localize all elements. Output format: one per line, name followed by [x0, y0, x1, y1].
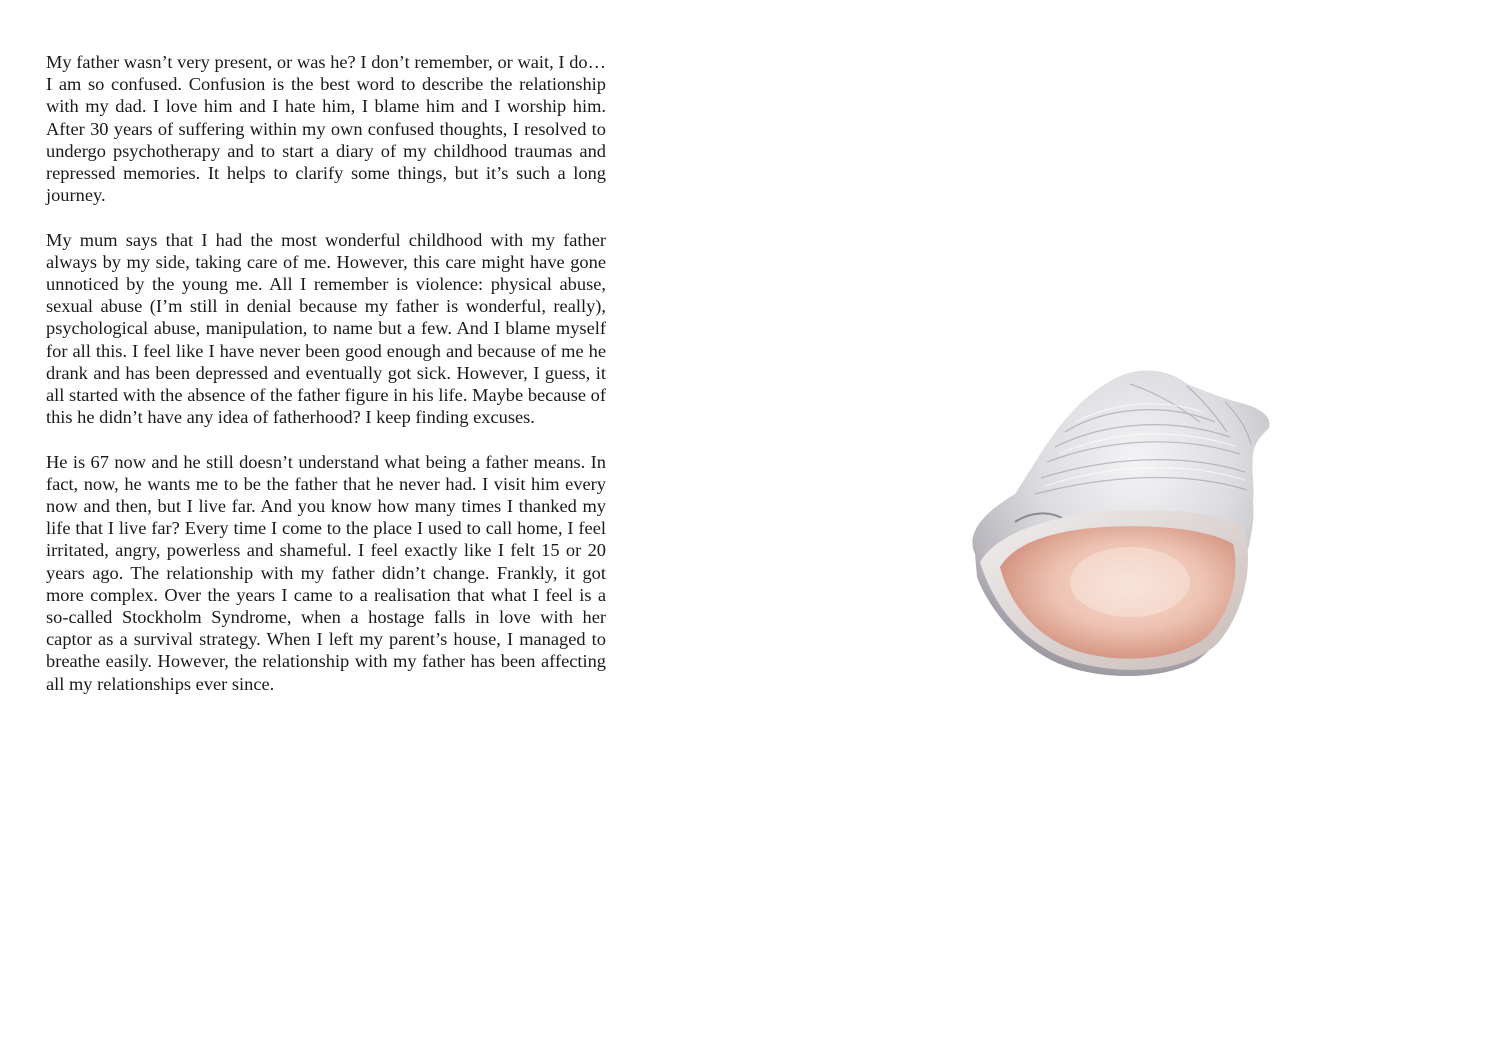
- conch-shell-image: [955, 362, 1285, 682]
- paragraph-2: My mum says that I had the most wonderful childhood with my father always by my side, taking care of me. However, this care might have gone unnoticed by the young me. All I remember is violence: physical abuse, sexual abuse (I’m still in denial because my father is wonderful, really), psychological abuse, manipulation, to name but a few. And I blame myself for all this. I feel like I have never been good enough and because of me he drank and has been depressed and eventually got sick. However, I guess, it all started with the absence of the father figure in his life. Maybe because of this he didn’t have any idea of fatherhood? I keep finding excuses.: [46, 229, 606, 428]
- text-column: [46, 51, 606, 717]
- paragraph-1: My father wasn’t very present, or was he? I don’t remember, or wait, I do… I am so confused. Confusion is the best word to describe the relationship with my dad. I love him and I hate him, I blame him and I worship him. After 30 years of suffering within my own confused thoughts, I resolved to undergo psychotherapy and to start a diary of my childhood traumas and repressed memories. It helps to clarify some things, but it’s such a long journey.: [46, 52, 606, 206]
- paragraph-3: He is 67 now and he still doesn’t understand what being a father means. In fact, now, he wants me to be the father that he never had. I visit him every now and then, but I live far. And you know how many times I thanked my life that I live far? Every time I come to the place I used to call home, I feel irritated, angry, powerless and shameful. I feel exactly like I felt 15 or 20 years ago. The relationship with my father didn’t change. Frankly, it got more complex. Over the years I came to a realisation that what I feel is a so-called Stockholm Syndrome, when a hostage falls in love with her captor as a survival strategy. When I left my parent’s house, I managed to breathe easily. However, the relationship with my father has been affecting all my relationships ever since.: [46, 451, 606, 694]
